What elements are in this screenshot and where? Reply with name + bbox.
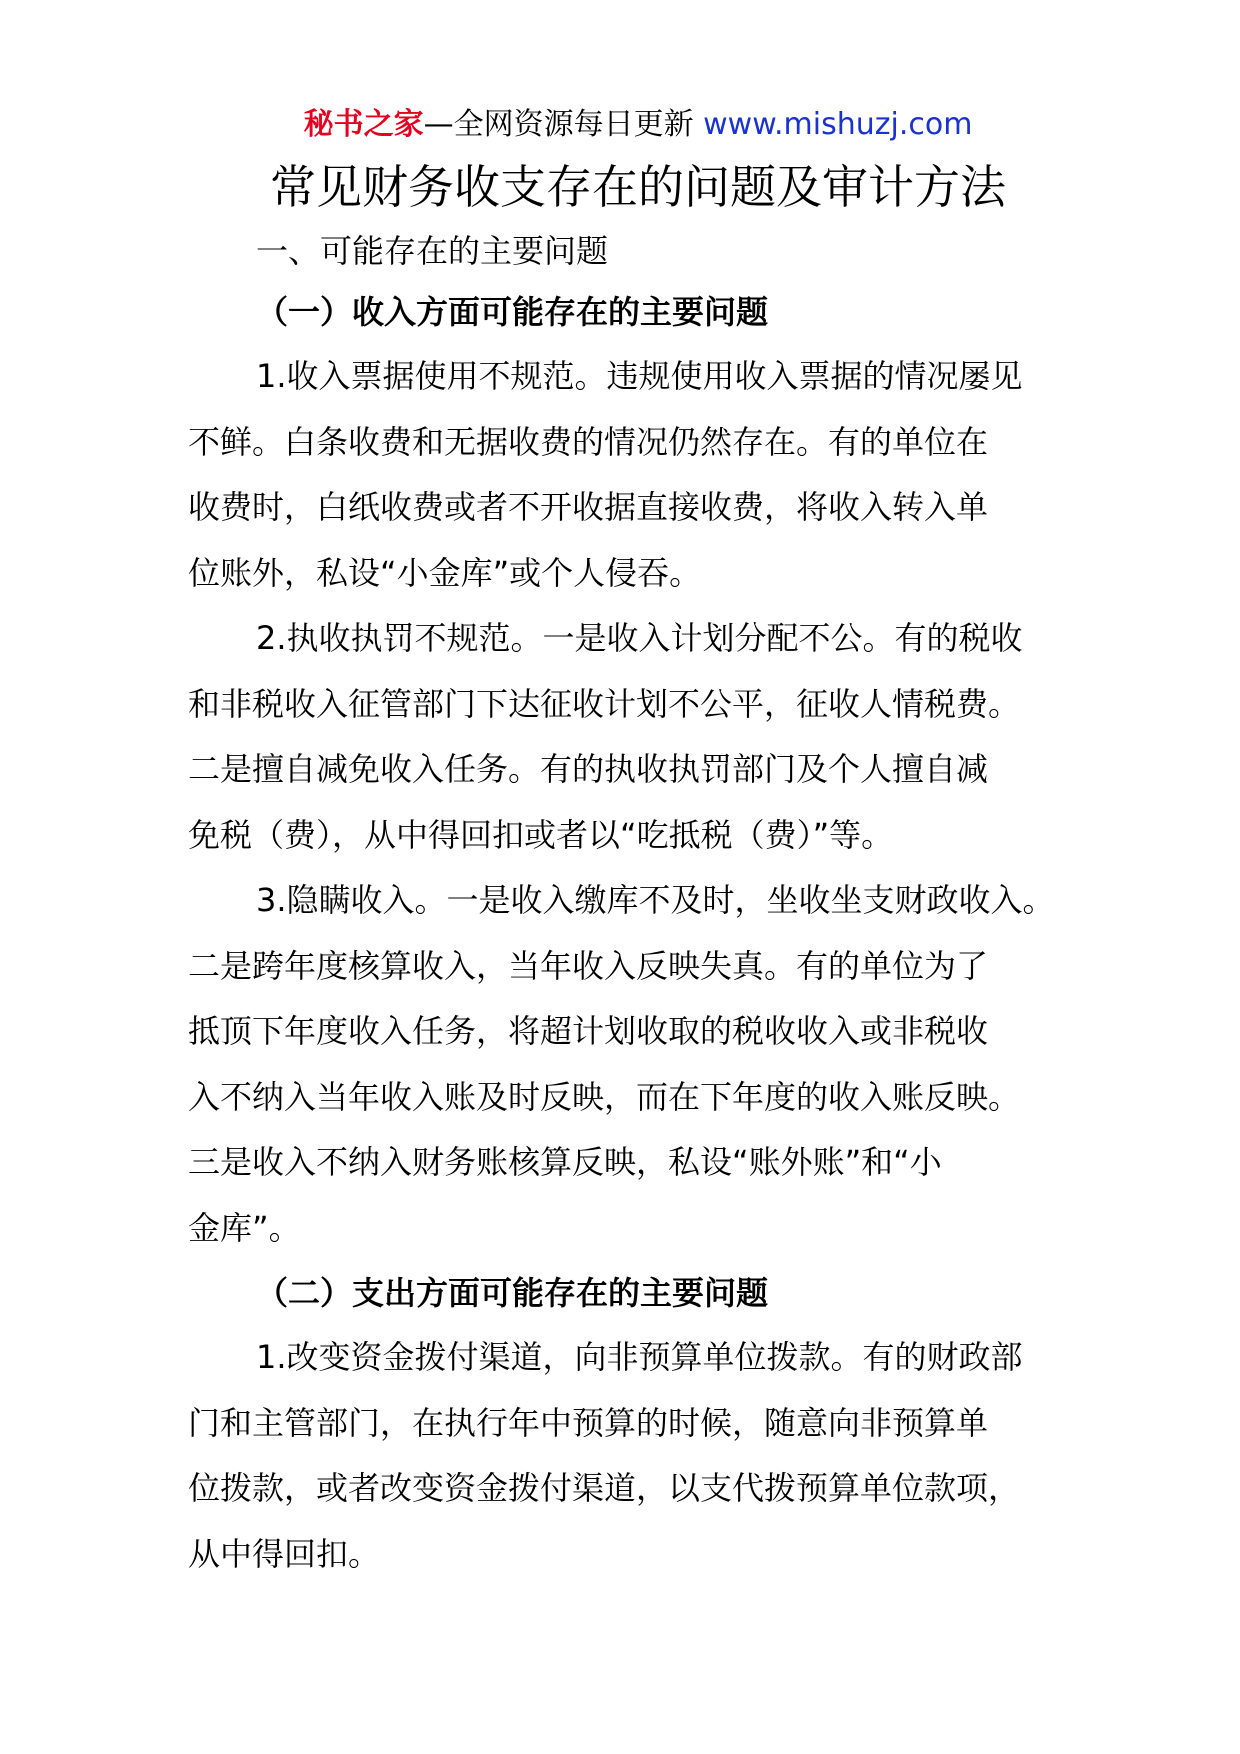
- text-line: 位拨款，或者改变资金拨付渠道，以支代拨预算单位款项，: [188, 1469, 1021, 1507]
- text-line: 2.执收执罚不规范。一是收入计划分配不公。有的税收: [256, 619, 1023, 657]
- text-line: 收费时，白纸收费或者不开收据直接收费，将收入转入单: [188, 488, 989, 526]
- text-line: 1.收入票据使用不规范。违规使用收入票据的情况屡见: [256, 357, 1023, 395]
- paragraph-income-2: [188, 606, 1088, 868]
- text-line: 金库”。: [188, 1208, 301, 1247]
- text-line: 不鲜。白条收费和无据收费的情况仍然存在。有的单位在: [188, 422, 989, 461]
- site-url-link[interactable]: www.mishuzj.com: [703, 107, 973, 142]
- site-tagline: —全网资源每日更新: [423, 107, 704, 142]
- paragraph-income-3: [188, 868, 1088, 1261]
- document-title: 常见财务收支存在的问题及审计方法: [270, 160, 1006, 214]
- text-line: 1.改变资金拨付渠道，向非预算单位拨款。有的财政部: [256, 1338, 1023, 1376]
- section-heading-main-problems: 一、可能存在的主要问题: [256, 232, 609, 270]
- text-line: 从中得回扣。: [188, 1534, 381, 1573]
- site-brand: 秘书之家: [303, 107, 424, 142]
- text-line: 入不纳入当年收入账及时反映，而在下年度的收入账反映。: [188, 1077, 1021, 1116]
- text-line: 位账外，私设“小金库”或个人侵吞。: [188, 553, 702, 592]
- site-header: [188, 100, 1088, 150]
- text-line: 抵顶下年度收入任务，将超计划收取的税收收入或非税收: [188, 1012, 989, 1050]
- text-line: 三是收入不纳入财务账核算反映，私设“账外账”和“小: [188, 1143, 942, 1181]
- text-line: 二是跨年度核算收入，当年收入反映失真。有的单位为了: [188, 946, 989, 985]
- text-line: 二是擅自减免收入任务。有的执收执罚部门及个人擅自减: [188, 750, 989, 788]
- document-page: [188, 100, 1088, 1587]
- text-line: 免税（费），从中得回扣或者以“吃抵税（费）”等。: [188, 815, 894, 854]
- text-line: 3.隐瞒收入。一是收入缴库不及时，坐收坐支财政收入。: [256, 881, 1055, 919]
- subsection-heading-expenditure: （二）支出方面可能存在的主要问题: [256, 1274, 769, 1312]
- text-line: 和非税收入征管部门下达征收计划不公平，征收人情税费。: [188, 684, 1021, 723]
- text-line: 门和主管部门，在执行年中预算的时候，随意向非预算单: [188, 1403, 989, 1442]
- paragraph-income-1: [188, 344, 1088, 606]
- paragraph-expenditure-1: [188, 1325, 1088, 1587]
- subsection-heading-income: （一）收入方面可能存在的主要问题: [256, 293, 769, 331]
